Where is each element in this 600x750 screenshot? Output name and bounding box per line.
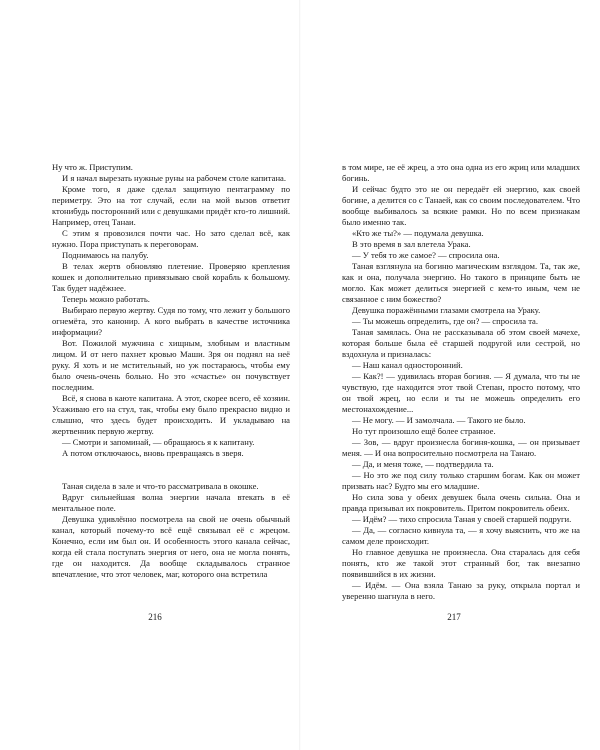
paragraph: С этим я провозился почти час. Но зато сделал всё, как нужно. Пора приступать к переговорам. <box>52 228 290 249</box>
paragraph: Кроме того, я даже сделал защитную пентаграмму по периметру. Это на тот случай, если на мой вызов ответит ктонибудь посторонний или с девушками придёт кто-то лишний. Например, отец Танаи. <box>52 184 290 227</box>
paragraph: Ну что ж. Приступим. <box>52 162 133 172</box>
paragraph: «Кто же ты?» — подумала девушка. <box>352 228 484 238</box>
paragraph: — Не могу. — И замолчала. — Такого не было. <box>352 415 526 425</box>
paragraph: — Наш канал односторонний. <box>352 360 463 370</box>
paragraph: А потом отключаюсь, вновь превращаясь в зверя. <box>62 448 244 458</box>
paragraph: Таная замялась. Она не рассказывала об этом своей мачехе, которая больше была её старшей подругой или сестрой, но вздохнула и призналась: <box>342 327 580 359</box>
paragraph: В телах жертв обновляю плетение. Проверяю крепления кошек и дополнительно привязываю свой корабль к большому. Так будет надёжнее. <box>52 261 290 293</box>
paragraph: — Зов, — вдруг произнесла богиня-кошка, — он призывает меня. — И она вопросительно посмотрела на Танаю. <box>342 437 580 458</box>
paragraph: В это время в зал влетела Урака. <box>352 239 471 249</box>
paragraph: Теперь можно работать. <box>62 294 150 304</box>
paragraph: Таная взглянула на богиню магическим взглядом. Та, так же, как и она, получала энергию. Но такого в принципе быть не могло. Как может делиться энергией с кем-то иным, чем не связанное с ним божество? <box>342 261 580 304</box>
paragraph: — Смотри и запоминай, — обращаюсь я к капитану. <box>62 437 255 447</box>
paragraph: в том мире, не её жрец, а это она одна из его жриц или младших богинь. <box>342 162 580 183</box>
paragraph: Таная сидела в зале и что-то рассматривала в окошке. <box>62 481 259 491</box>
paragraph: Поднимаюсь на палубу. <box>62 250 149 260</box>
paragraph: Девушка поражёнными глазами смотрела на Ураку. <box>352 305 541 315</box>
paragraph: Вот. Пожилой мужчина с хищным, злобным и властным лицом. И от него пахнет кровью Маши. Зря он поднял на неё руку. Я хоть и не мстительный, но уж постараюсь, чтобы ему было очень-очень больно. Но это «счастье» он почувствует последним. <box>52 338 290 392</box>
section-break <box>52 459 290 481</box>
paragraph: И я начал вырезать нужные руны на рабочем столе капитана. <box>62 173 287 183</box>
page-number-right: 217 <box>447 612 461 622</box>
paragraph: Но тут произошло ещё более странное. <box>352 426 496 436</box>
paragraph: Выбираю первую жертву. Судя по тому, что лежит у большого огнемёта, это канонир. А кого выбрать в качестве источника информации? <box>52 305 290 337</box>
paragraph: — Ты можешь определить, где он? — спросила та. <box>352 316 539 326</box>
paragraph: Вдруг сильнейшая волна энергии начала втекать в её ментальное поле. <box>52 492 290 513</box>
gutter-shadow <box>299 0 301 750</box>
paragraph: Но сила зова у обеих девушек была очень сильна. Она и правда призывал их покровитель. Притом покровитель обеих. <box>342 492 580 513</box>
paragraph: — Идём? — тихо спросила Таная у своей старшей подруги. <box>352 514 572 524</box>
paragraph: — Да, и меня тоже, — подтвердила та. <box>352 459 494 469</box>
paragraph: — Как?! — удивилась вторая богиня. — Я думала, что ты не чувствую, где находится этот твой Степан, просто потому, что он твой жрец, но если и ты не можешь определить его местонахождение... <box>342 371 580 414</box>
paragraph: Всё, я снова в каюте капитана. А этот, скорее всего, её хозяин. Усаживаю его на стул, так, чтобы ему было прекрасно видно и слышно, что здесь будет происходить. И укладываю на жертвенник первую жертву. <box>52 393 290 436</box>
paragraph: Но главное девушка не произнесла. Она старалась для себя понять, кто же такой этот странный бог, так внезапно появившийся в их жизни. <box>342 547 580 579</box>
page-number-left: 216 <box>148 612 162 622</box>
paragraph: Девушка удивлённо посмотрела на свой не очень обычный канал, который почему-то всё ещё связывал её с жрецом. Конечно, если им был он. И особенность этого канала сейчас, когда ей стала поступать энергия от него, она не могла понять, где он находится. Да вообще складывалось странное впечатление, что этот человек, маг, которого она встретила <box>52 514 290 579</box>
paragraph: — Идём. — Она взяла Танаю за руку, открыла портал и уверенно шагнула в него. <box>342 580 580 601</box>
paragraph: — У тебя то же самое? — спросила она. <box>352 250 500 260</box>
right-page <box>342 162 580 602</box>
paragraph: И сейчас будто это не он передаёт ей энергию, как своей богине, а делится со с Танаей, как со своим последователем. Что вообще выбивалось за всякие рамки. Но по всем признакам было именно так. <box>342 184 580 227</box>
paragraph: — Но это же под силу только старшим богам. Как он может призвать нас? Будто мы его младшие. <box>342 470 580 491</box>
left-page <box>52 162 290 580</box>
paragraph: — Да, — согласно кивнула та, — я хочу выяснить, что же на самом деле происходит. <box>342 525 580 546</box>
